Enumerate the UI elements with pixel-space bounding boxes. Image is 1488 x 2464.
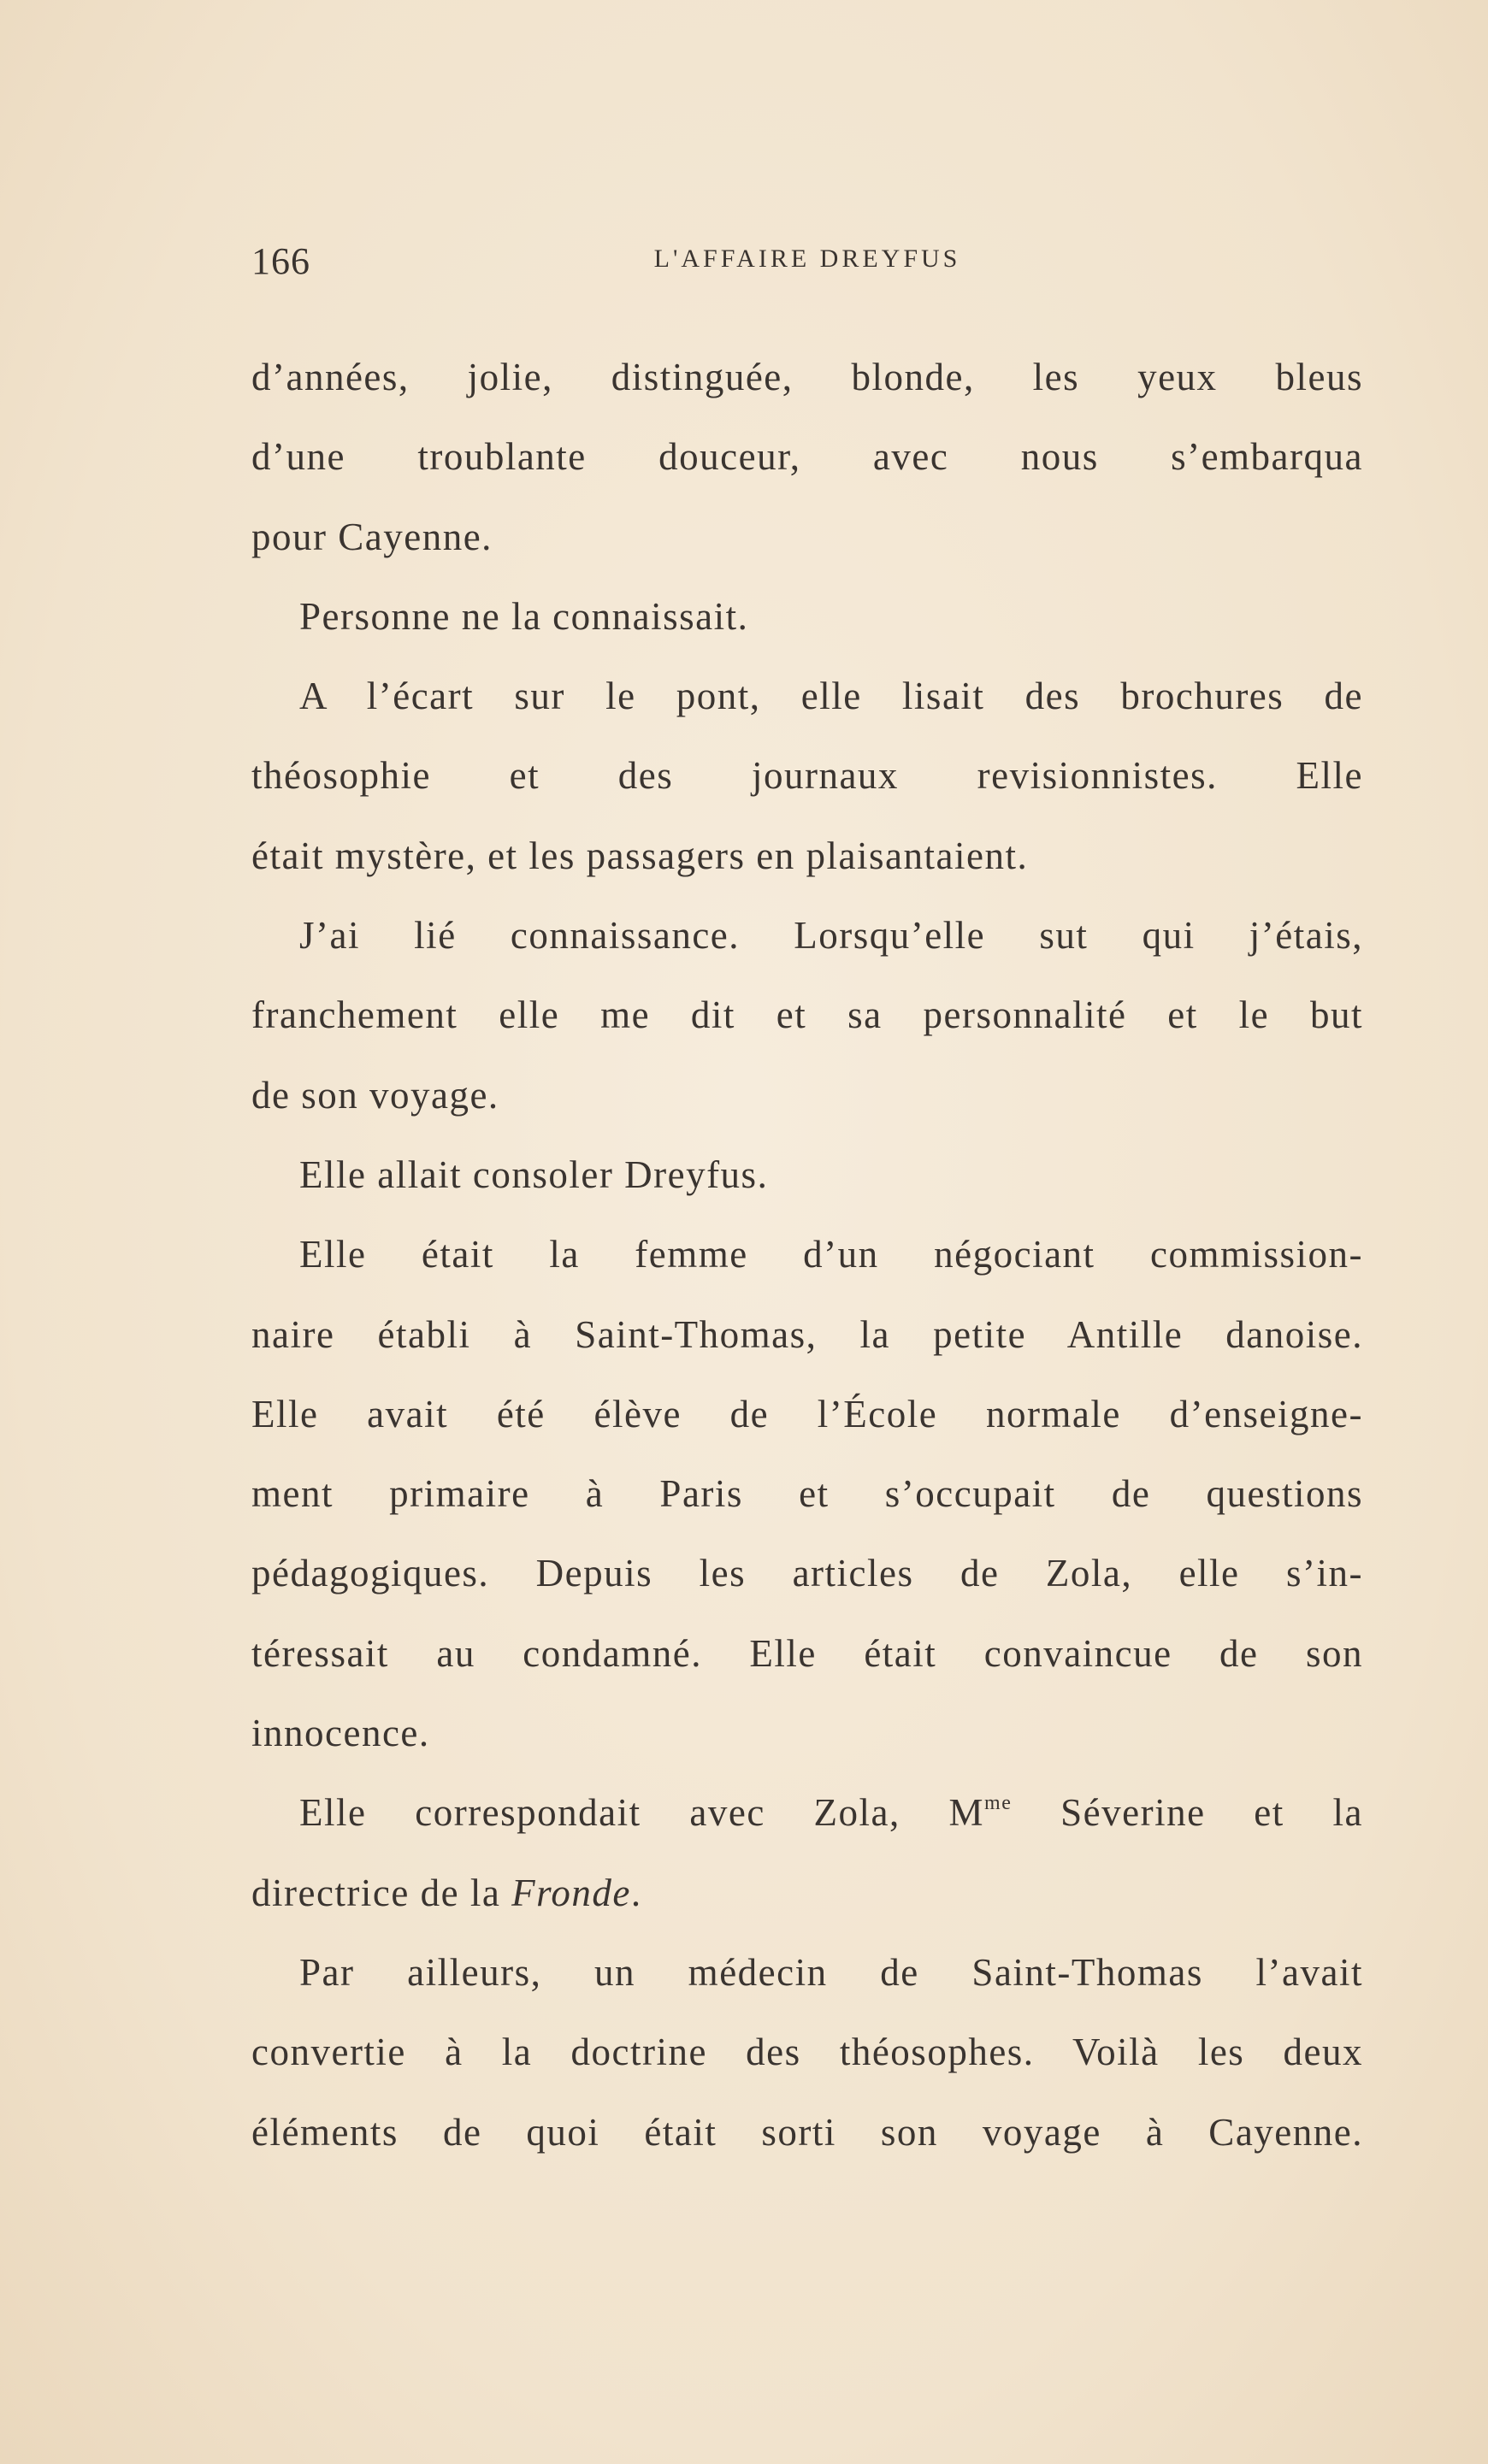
text-span: Elle correspondait avec Zola, M: [299, 1791, 985, 1835]
text-line: A l’écart sur le pont, elle lisait des brochures de: [299, 675, 1363, 718]
text-line: Par ailleurs, un médecin de Saint-Thomas l’avait: [299, 1950, 1363, 1994]
text-line: innocence.: [251, 1712, 430, 1755]
text-line: téressait au condamné. Elle était convaincue de son: [251, 1631, 1363, 1675]
text-line: était mystère, et les passagers en plaisantaient.: [251, 834, 1029, 877]
running-title: L'AFFAIRE DREYFUS: [653, 245, 961, 273]
text-line: [251, 1783, 1363, 1862]
text-line: Personne ne la connaissait.: [299, 594, 749, 638]
text-line: convertie à la doctrine des théosophes. Voilà les deux: [251, 2031, 1363, 2074]
text-line: Elle était la femme d’un négociant commission-: [299, 1233, 1363, 1276]
text-line: ment primaire à Paris et s’occupait de questions: [251, 1472, 1363, 1516]
text-line: J’ai lié connaissance. Lorsqu’elle sut qui j’étais,: [299, 914, 1363, 958]
superscript: me: [984, 1792, 1013, 1815]
text-line: éléments de quoi était sorti son voyage à Cayenne.: [251, 2110, 1363, 2154]
text-line: pour Cayenne.: [251, 515, 493, 558]
body-text: [251, 347, 1363, 2182]
running-head: [251, 239, 1363, 282]
text-line: théosophie et des journaux revisionnistes. Elle: [251, 754, 1363, 798]
text-span: directrice de la: [251, 1871, 512, 1914]
text-line: d’une troublante douceur, avec nous s’embarqua: [251, 435, 1363, 479]
text-line: [251, 1863, 1363, 1942]
text-line: naire établi à Saint-Thomas, la petite Antille danoise.: [251, 1312, 1363, 1356]
text-line: de son voyage.: [251, 1073, 499, 1117]
text-line: Elle allait consoler Dreyfus.: [299, 1152, 769, 1196]
text-span: Séverine et la: [1012, 1791, 1363, 1835]
newspaper-title: Fronde: [511, 1871, 631, 1914]
text-span: .: [630, 1871, 642, 1914]
text-line: Elle avait été élève de l’École normale d’enseigne-: [251, 1392, 1363, 1435]
text-line: pédagogiques. Depuis les articles de Zola, elle s’in-: [251, 1552, 1363, 1595]
page-number: 166: [251, 240, 310, 282]
text-line: franchement elle me dit et sa personnalité et le but: [251, 993, 1363, 1037]
text-line: d’années, jolie, distinguée, blonde, les yeux bleus: [251, 356, 1363, 398]
